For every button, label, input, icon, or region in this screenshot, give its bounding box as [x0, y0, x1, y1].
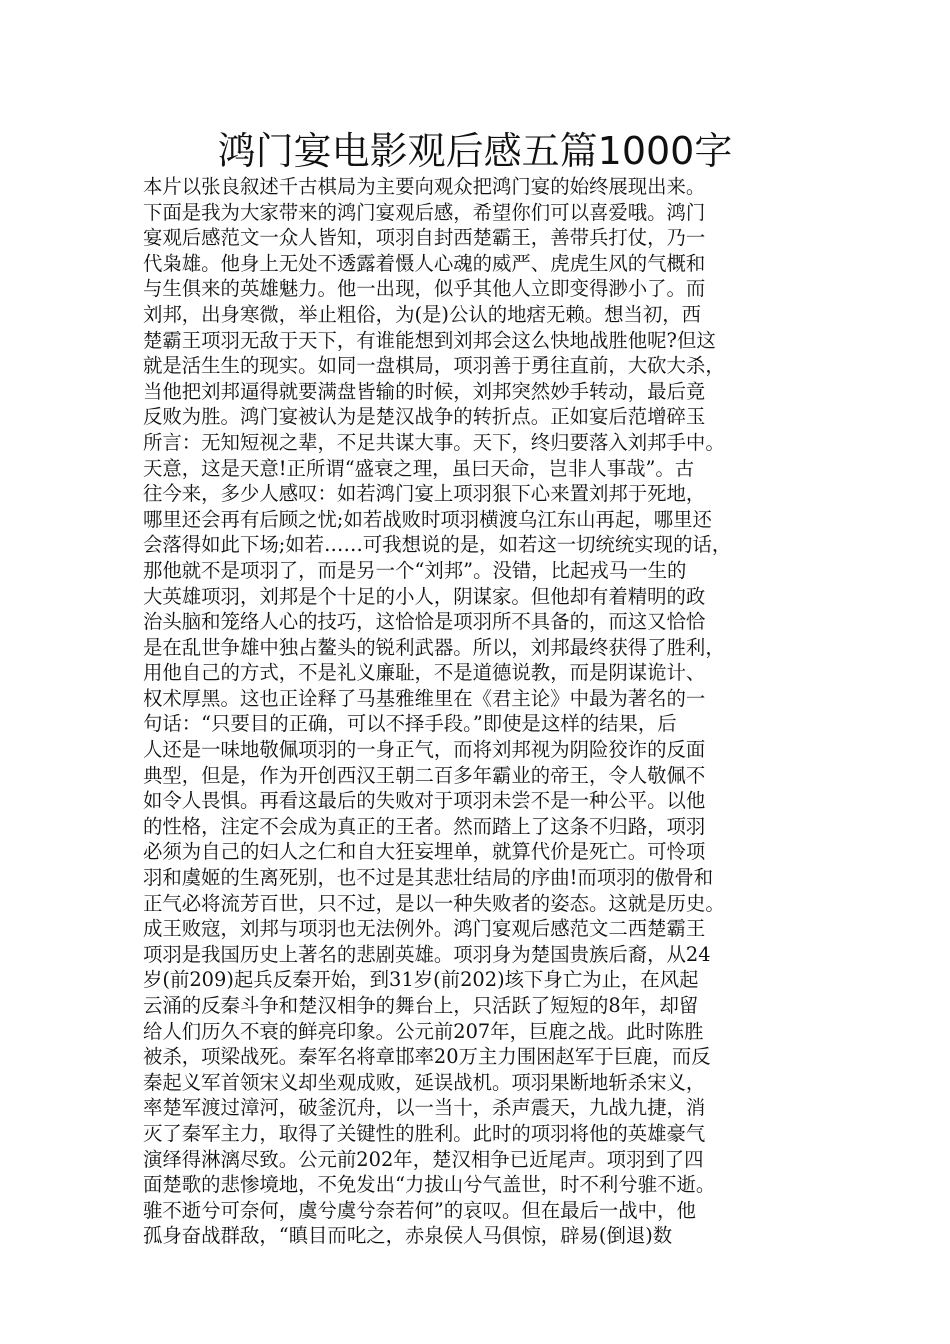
body-text-line: 会落得如此下场;如若……可我想说的是，如若这一切统统实现的话， — [143, 533, 732, 557]
body-text-line: 必须为自己的妇人之仁和自大狂妄埋单，就算代价是死亡。可怜项 — [143, 840, 706, 864]
body-text-line: 孤身奋战群敌，“瞋目而叱之，赤泉侯人马俱惊，辟易(倒退)数 — [143, 1224, 673, 1248]
body-text-line: 那他就不是项羽了，而是另一个“刘邦”。没错，比起戎马一生的 — [143, 558, 687, 582]
body-text-line: 刘邦，出身寒微，举止粗俗，为(是)公认的地痞无赖。想当初，西 — [143, 302, 702, 326]
body-text-line: 反败为胜。鸿门宴被认为是楚汉战争的转折点。正如宴后范增碎玉 — [143, 405, 706, 429]
document-title: 鸿门宴电影观后感五篇1000字 — [217, 129, 733, 173]
body-text-line: 被杀，项梁战死。秦军名将章邯率20万主力围困赵军于巨鹿，而反 — [143, 1045, 711, 1069]
body-text-line: 当他把刘邦逼得就要满盘皆输的时候，刘邦突然妙手转动，最后竟 — [143, 379, 706, 403]
document-body — [143, 174, 823, 1249]
body-text-line: 项羽是我国历史上著名的悲剧英雄。项羽身为楚国贵族后裔，从24 — [143, 942, 711, 966]
body-text-line: 用他自己的方式，不是礼义廉耻，不是道德说教，而是阴谋诡计、 — [143, 661, 706, 685]
body-text-line: 面楚歌的悲惨境地，不免发出“力拔山兮气盖世，时不利兮骓不逝。 — [143, 1173, 716, 1197]
body-text-line: 就是活生生的现实。如同一盘棋局，项羽善于勇往直前，大砍大杀， — [143, 354, 725, 378]
body-text-line: 如令人畏惧。再看这最后的失败对于项羽未尝不是一种公平。以他 — [143, 789, 706, 813]
body-text-line: 秦起义军首领宋义却坐观成败，延误战机。项羽果断地斩杀宋义， — [143, 1070, 706, 1094]
body-text-line: 下面是我为大家带来的鸿门宴观后感，希望你们可以喜爱哦。鸿门 — [143, 200, 706, 224]
body-text-line: 楚霸王项羽无敌于天下，有谁能想到刘邦会这么快地战胜他呢?但这 — [143, 328, 716, 352]
body-text-line: 治头脑和笼络人心的技巧，这恰恰是项羽所不具备的，而这又恰恰 — [143, 610, 706, 634]
body-text-line: 往今来，多少人感叹：如若鸿门宴上项羽狠下心来置刘邦于死地， — [143, 482, 706, 506]
body-text-line: 权术厚黑。这也正诠释了马基雅维里在《君主论》中最为著名的一 — [143, 686, 706, 710]
body-text-line: 所言：无知短视之辈，不足共谋大事。天下，终归要落入刘邦手中。 — [143, 430, 725, 454]
body-text-line: 句话：“只要目的正确，可以不择手段。”即使是这样的结果，后 — [143, 712, 677, 736]
body-text-line: 率楚军渡过漳河，破釜沉舟，以一当十，杀声震天，九战九捷，消 — [143, 1096, 706, 1120]
body-text-line: 本片以张良叙述千古棋局为主要向观众把鸿门宴的始终展现出来。 — [143, 175, 706, 198]
body-text-line: 宴观后感范文一众人皆知，项羽自封西楚霸王，善带兵打仗，乃一 — [143, 226, 706, 250]
body-text-line: 羽和虞姬的生离死别，也不过是其悲壮结局的序曲!而项羽的傲骨和 — [143, 866, 714, 890]
body-text-line: 云涌的反秦斗争和楚汉相争的舞台上，只活跃了短短的8年，却留 — [143, 994, 699, 1017]
body-text-line: 岁(前209)起兵反秦开始，到31岁(前202)垓下身亡为止，在风起 — [143, 968, 699, 992]
body-text-line: 给人们历久不衰的鲜亮印象。公元前207年，巨鹿之战。此时陈胜 — [143, 1019, 704, 1043]
body-text-line: 灭了秦军主力，取得了关键性的胜利。此时的项羽将他的英雄豪气 — [143, 1121, 706, 1145]
body-text-line: 大英雄项羽，刘邦是个十足的小人，阴谋家。但他却有着精明的政 — [143, 584, 706, 608]
body-text-line: 典型，但是，作为开创西汉王朝二百多年霸业的帝王，令人敬佩不 — [143, 763, 706, 787]
body-text-line: 人还是一味地敬佩项羽的一身正气，而将刘邦视为阴险狡诈的反面 — [143, 738, 706, 762]
body-text-line: 骓不逝兮可奈何，虞兮虞兮奈若何”的哀叹。但在最后一战中，他 — [143, 1198, 696, 1222]
body-text-line: 的性格，注定不会成为真正的王者。然而踏上了这条不归路，项羽 — [143, 814, 706, 838]
body-text-line: 成王败寇，刘邦与项羽也无法例外。鸿门宴观后感范文二西楚霸王 — [143, 917, 706, 941]
body-text-line: 是在乱世争雄中独占鳌头的锐利武器。所以，刘邦最终获得了胜利， — [143, 635, 725, 659]
body-text-line: 正气必将流芳百世，只不过，是以一种失败者的姿态。这就是历史。 — [143, 891, 725, 915]
body-text-line: 天意，这是天意!正所谓“盛衰之理，虽曰天命，岂非人事哉”。古 — [143, 456, 695, 480]
body-text-line: 哪里还会再有后顾之忧;如若战败时项羽横渡乌江东山再起，哪里还 — [143, 507, 712, 531]
body-text-line: 代枭雄。他身上无处不透露着慑人心魂的威严、虎虎生风的气概和 — [143, 251, 706, 275]
body-text-line: 演绎得淋漓尽致。公元前202年，楚汉相争已近尾声。项羽到了四 — [143, 1147, 704, 1171]
body-text-line: 与生俱来的英雄魅力。他一出现，似乎其他人立即变得渺小了。而 — [143, 277, 706, 301]
